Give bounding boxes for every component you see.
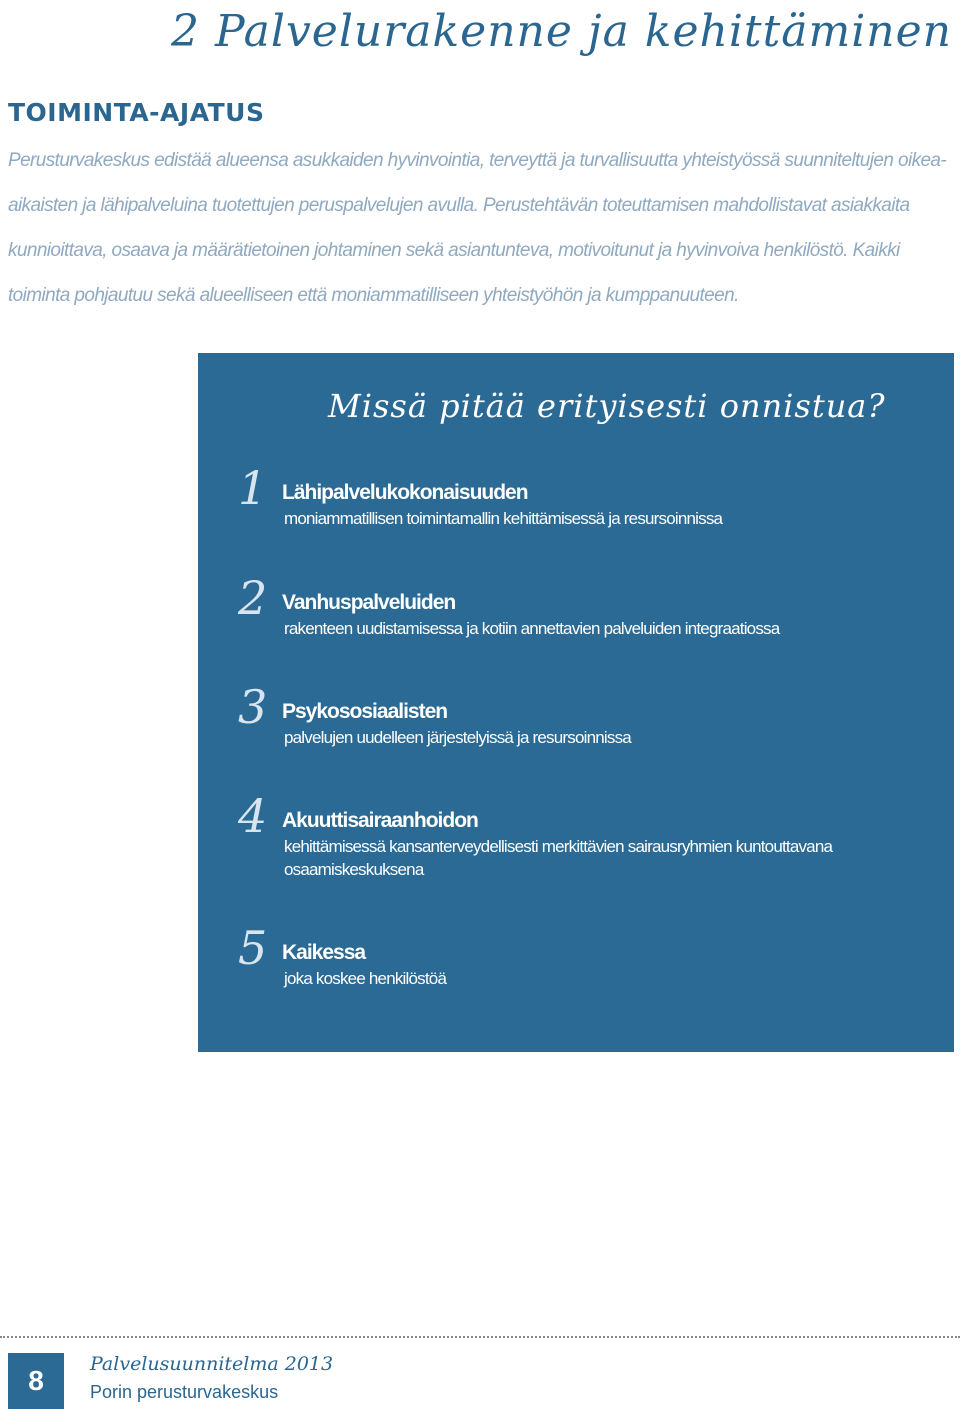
footer-document-title: Palvelusuunnitelma 2013 bbox=[90, 1353, 334, 1375]
priority-description: moniammatillisen toimintamallin kehittämisessä ja resursoinnissa bbox=[284, 509, 723, 528]
priority-description: joka koskee henkilöstöä bbox=[284, 969, 447, 988]
priority-item bbox=[238, 680, 928, 782]
footer-divider bbox=[0, 1336, 960, 1338]
page-number: 8 bbox=[8, 1353, 64, 1409]
priority-title: Psykososiaalisten bbox=[282, 700, 448, 723]
priority-item bbox=[238, 571, 928, 673]
priority-description: kehittämisessä kansanterveydellisesti merkittävien sairausryhmien kuntouttavana osaamiskeskuksena bbox=[284, 837, 833, 879]
priorities-heading: Missä pitää erityisesti onnistua? bbox=[328, 387, 886, 425]
section-heading: TOIMINTA-AJATUS bbox=[8, 98, 265, 127]
priority-title: Vanhuspalveluiden bbox=[282, 591, 456, 614]
priority-title: Lähipalvelukokonaisuuden bbox=[282, 481, 528, 504]
priority-number: 2 bbox=[238, 571, 268, 625]
priority-number: 5 bbox=[238, 921, 268, 975]
priority-description: rakenteen uudistamisessa ja kotiin annettavien palveluiden integraatiossa bbox=[284, 619, 780, 638]
priority-title: Akuuttisairaanhoidon bbox=[282, 809, 478, 832]
priorities-box bbox=[198, 353, 954, 1052]
intro-paragraph: Perusturvakeskus edistää alueensa asukkaiden hyvinvointia, terveyttä ja turvallisuutta yhteistyössä suunniteltujen oikea-aikaisten ja lähipalveluina tuotettujen peruspalvelujen avulla. Perustehtävän toteuttamisen mahdollistavat asiakkaita kunnioittava, osaava ja määrätietoinen johtaminen sekä asiantunteva, motivoitunut ja hyvinvoiva henkilöstö. Kaikki toiminta pohjautuu sekä alueelliseen että moniammatilliseen yhteistyöhön ja kumppanuuteen. bbox=[8, 150, 947, 306]
priority-number: 3 bbox=[238, 680, 268, 734]
priority-description: palvelujen uudelleen järjestelyissä ja resursoinnissa bbox=[284, 728, 631, 747]
priority-item bbox=[238, 921, 928, 1023]
priority-item bbox=[238, 461, 928, 563]
footer-organization: Porin perusturvakeskus bbox=[90, 1382, 279, 1402]
page-title: 2 Palvelurakenne ja kehittäminen bbox=[171, 6, 952, 57]
priority-number: 4 bbox=[238, 789, 268, 843]
priority-title: Kaikessa bbox=[282, 941, 366, 964]
priority-number: 1 bbox=[238, 461, 268, 515]
priority-item bbox=[238, 789, 928, 891]
